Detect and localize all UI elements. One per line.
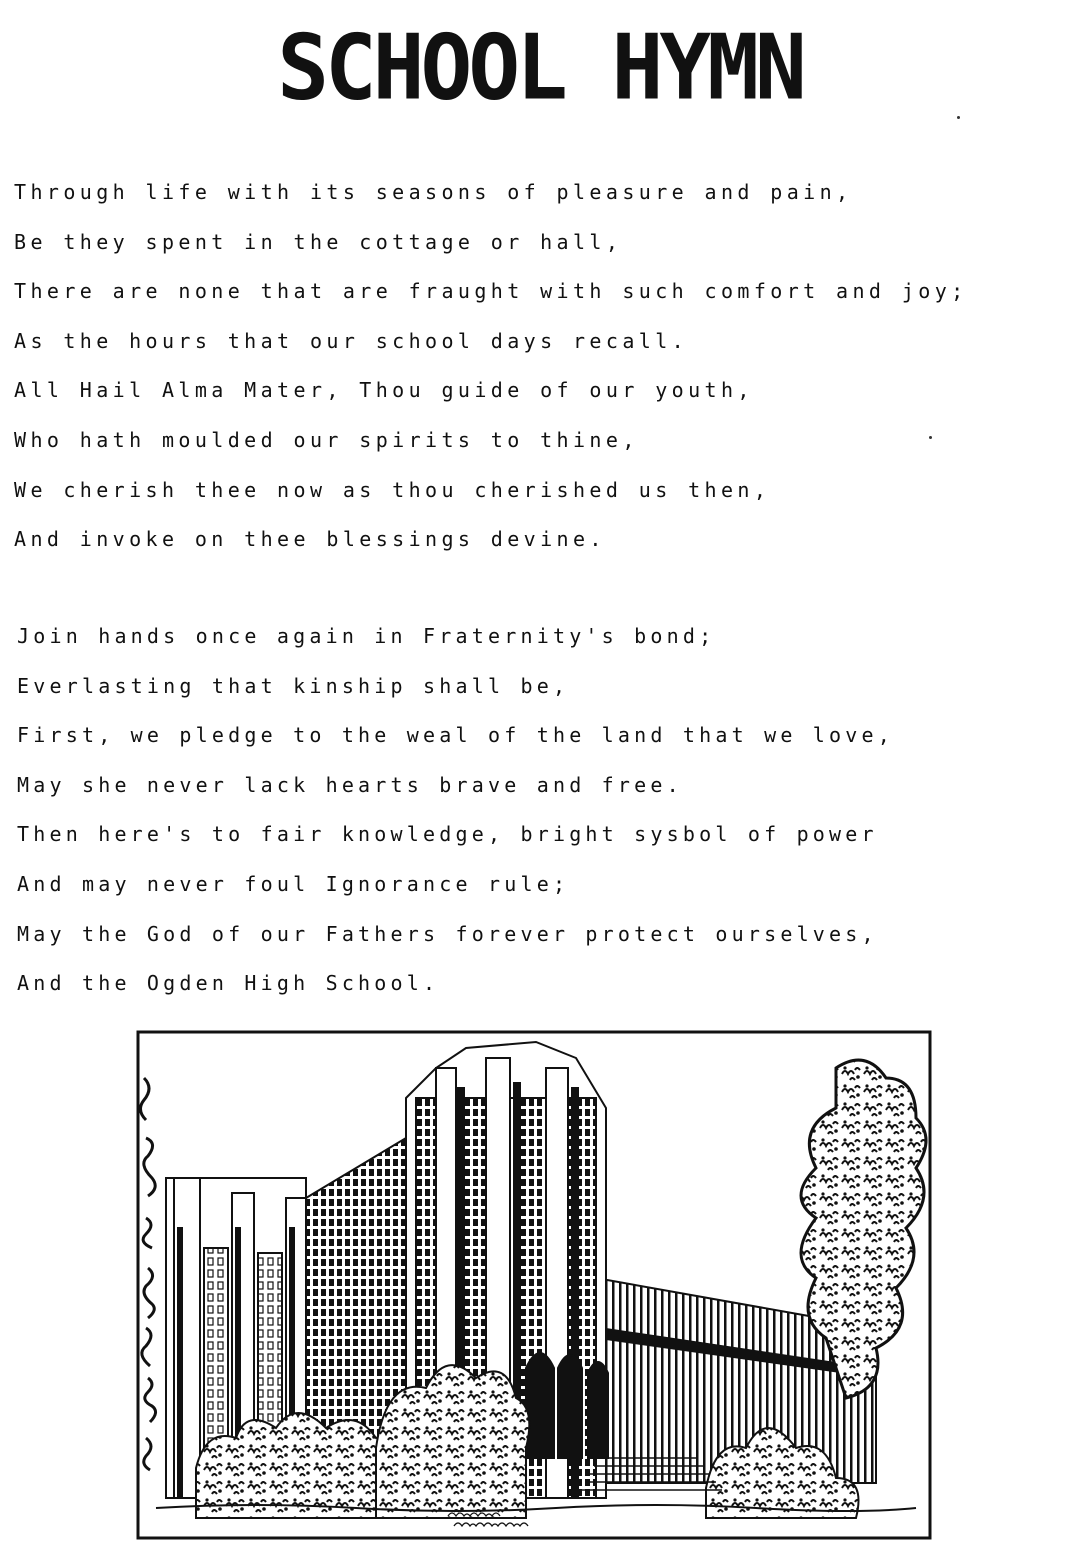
verse-line: And invoke on thee blessings devine.	[14, 527, 606, 552]
verse-line: Join hands once again in Fraternity's bond;	[17, 624, 716, 648]
verse-line: As the hours that our school days recall.	[14, 328, 689, 353]
verse-line: Who hath moulded our spirits to thine,	[14, 427, 639, 452]
verse-line: Through life with its seasons of pleasure and pain,	[14, 180, 853, 204]
verse-line: Everlasting that kinship shall be,	[17, 673, 570, 698]
school-building-illustration	[136, 1028, 932, 1542]
verse-line: We cherish thee now as thou cherished us then,	[14, 477, 771, 502]
verse-line: And the Ogden High School.	[17, 971, 440, 996]
verse-line: May the God of our Fathers forever protect ourselves,	[17, 921, 878, 946]
page-title: SCHOOL HYMN	[277, 15, 803, 121]
hymn-verse-1	[14, 178, 968, 575]
verse-line: And may never foul Ignorance rule;	[17, 871, 570, 896]
verse-line: Then here's to fair knowledge, bright sysbol of power	[17, 822, 878, 847]
scan-speck	[957, 116, 960, 119]
verse-line: First, we pledge to the weal of the land that we love,	[17, 723, 895, 748]
verse-line: There are none that are fraught with such comfort and joy;	[14, 279, 968, 304]
verse-line: Be they spent in the cottage or hall,	[14, 229, 623, 254]
verse-line: May she never lack hearts brave and free.	[17, 772, 683, 797]
hymn-verse-2	[17, 622, 894, 1019]
verse-line: All Hail Alma Mater, Thou guide of our youth,	[14, 378, 754, 403]
